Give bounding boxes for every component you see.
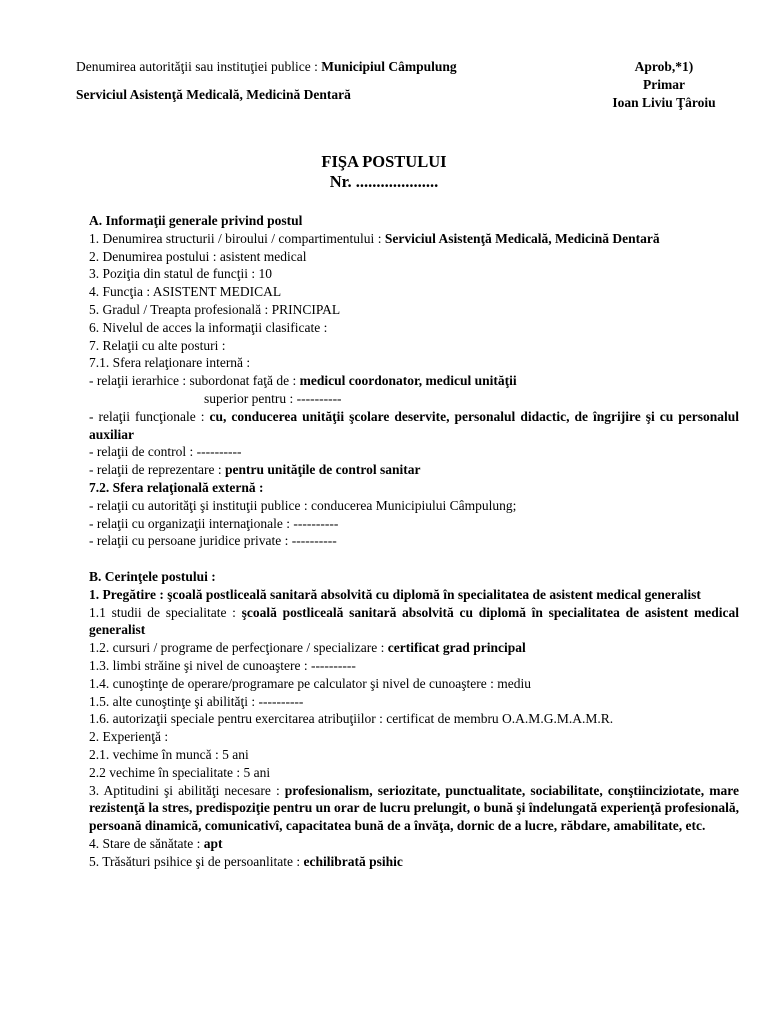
access-level-line: 6. Nivelul de acces la informaţii clasificate :: [89, 319, 328, 335]
computer-skills-line: 1.4. cunoştinţe de operare/programare pe calculator şi nivel de cunoaştere : mediu: [89, 675, 531, 691]
document-body: [89, 212, 739, 870]
approver-name: Ioan Liviu Ţâroiu: [612, 95, 716, 110]
document-number: Nr. ....................: [329, 172, 439, 191]
functional-label: - relaţii funcţionale :: [89, 408, 210, 424]
other-skills-line: 1.5. alte cunoştinţe şi abilităţi : ----------: [89, 693, 304, 709]
work-seniority-line: 2.1. vechime în muncă : 5 ani: [89, 746, 249, 762]
position-line: 3. Poziţia din statul de funcţii : 10: [89, 266, 272, 282]
representation-label: - relaţii de reprezentare :: [89, 462, 226, 478]
psychic-traits-line: [89, 853, 739, 871]
header-institution-block: [76, 58, 457, 104]
psychic-traits-value: echilibrată psihic: [303, 853, 403, 869]
document-title: FIŞA POSTULUI: [321, 152, 447, 171]
representation-value: pentru unităţile de control sanitar: [225, 462, 421, 478]
health-value: apt: [203, 835, 223, 851]
grade-line: 5. Gradul / Treapta profesională : PRINCIPAL: [89, 301, 341, 317]
courses-line: [89, 639, 739, 657]
hierarchical-relations-line: [89, 372, 739, 390]
specialty-studies-value: şcoală postliceală sanitară absolvită cu diplomă în specialitatea de asistent medical generalist: [89, 604, 740, 638]
psychic-traits-label: 5. Trăsături psihice şi de persoanlitate :: [89, 853, 304, 869]
structure-label: 1. Denumirea structurii / biroului / compartimentului :: [89, 230, 385, 246]
function-line: 4. Funcţia : ASISTENT MEDICAL: [89, 284, 282, 300]
approver-role: Primar: [643, 77, 685, 92]
internal-sphere-line: 7.1. Sfera relaţionare internă :: [89, 355, 251, 371]
institution-label: Denumirea autorităţii sau instituţiei publice :: [76, 59, 322, 74]
section-a-heading: A. Informaţii generale privind postul: [89, 213, 303, 228]
health-label: 4. Stare de sănătate :: [89, 835, 204, 851]
experience-line: 2. Experienţă :: [89, 729, 169, 745]
authorizations-line: 1.6. autorizaţii speciale pentru exercitarea atribuţiilor : certificat de membru O.A.M.G.M.A.M.R.: [89, 711, 614, 727]
external-public-line: - relaţii cu autorităţi şi instituţii publice : conducerea Municipiului Câmpulung;: [89, 497, 517, 513]
external-sphere-line: 7.2. Sfera relaţională externă :: [89, 479, 264, 495]
functional-value: cu, conducerea unităţii şcolare deservite, personalul didactic, de îngrijire şi cu personalul auxiliar: [89, 408, 740, 442]
health-line: [89, 835, 739, 853]
institution-value: Municipiul Câmpulung: [321, 59, 457, 74]
post-name-line: 2. Denumirea postului : asistent medical: [89, 248, 307, 264]
courses-label: 1.2. cursuri / programe de perfecţionare / specializare :: [89, 640, 388, 656]
external-international-line: - relaţii cu organizaţii internaţionale : ----------: [89, 515, 339, 531]
hierarchical-label: - relaţii ierarhice : subordonat faţă de :: [89, 373, 300, 389]
hierarchical-value: medicul coordonator, medicul unităţii: [299, 373, 517, 389]
preparation-line: 1. Pregătire : şcoală postliceală sanitară absolvită cu diplomă în specialitatea de asistent medical generalist: [89, 586, 701, 602]
functional-relations-line: [89, 408, 739, 444]
service-name: Serviciul Asistenţă Medicală, Medicină Dentară: [76, 87, 351, 102]
structure-value: Serviciul Asistenţă Medicală, Medicină Dentară: [384, 230, 660, 246]
specialty-studies-line: [89, 604, 739, 640]
section-gap: [89, 550, 739, 568]
control-relations-line: - relaţii de control : ----------: [89, 444, 242, 460]
specialty-seniority-line: 2.2 vechime în specialitate : 5 ani: [89, 764, 271, 780]
aptitudes-line: [89, 782, 739, 835]
courses-value: certificat grad principal: [387, 640, 526, 656]
representation-relations-line: [89, 461, 739, 479]
external-private-line: - relaţii cu persoane juridice private : ----------: [89, 533, 337, 549]
specialty-studies-label: 1.1 studii de specialitate :: [89, 604, 242, 620]
document-title-block: [0, 152, 768, 192]
structure-line: [89, 230, 739, 248]
relations-line: 7. Relaţii cu alte posturi :: [89, 337, 226, 353]
languages-line: 1.3. limbi străine şi nivel de cunoaştere : ----------: [89, 657, 356, 673]
aptitudes-value: profesionalism, seriozitate, punctualitate, sociabilitate, conştiinciziotate, mare rezistenţă la stres, predispoziţie pentru un orar de lucru prelungit, o bună şi îndelungată experienţă profesională, persoană dinamică, comunicativî, capacitatea bună de a învăţa, dornic de a lucre, răbdare, amabilitate, etc.: [89, 782, 739, 834]
approval-block: [590, 58, 738, 112]
superior-line: superior pentru : ----------: [204, 390, 342, 406]
approval-label: Aprob,*1): [634, 59, 694, 74]
institution-line: [76, 58, 457, 76]
aptitudes-label: 3. Aptitudini şi abilităţi necesare :: [89, 782, 285, 798]
section-b-heading: B. Cerinţele postului :: [89, 568, 216, 584]
